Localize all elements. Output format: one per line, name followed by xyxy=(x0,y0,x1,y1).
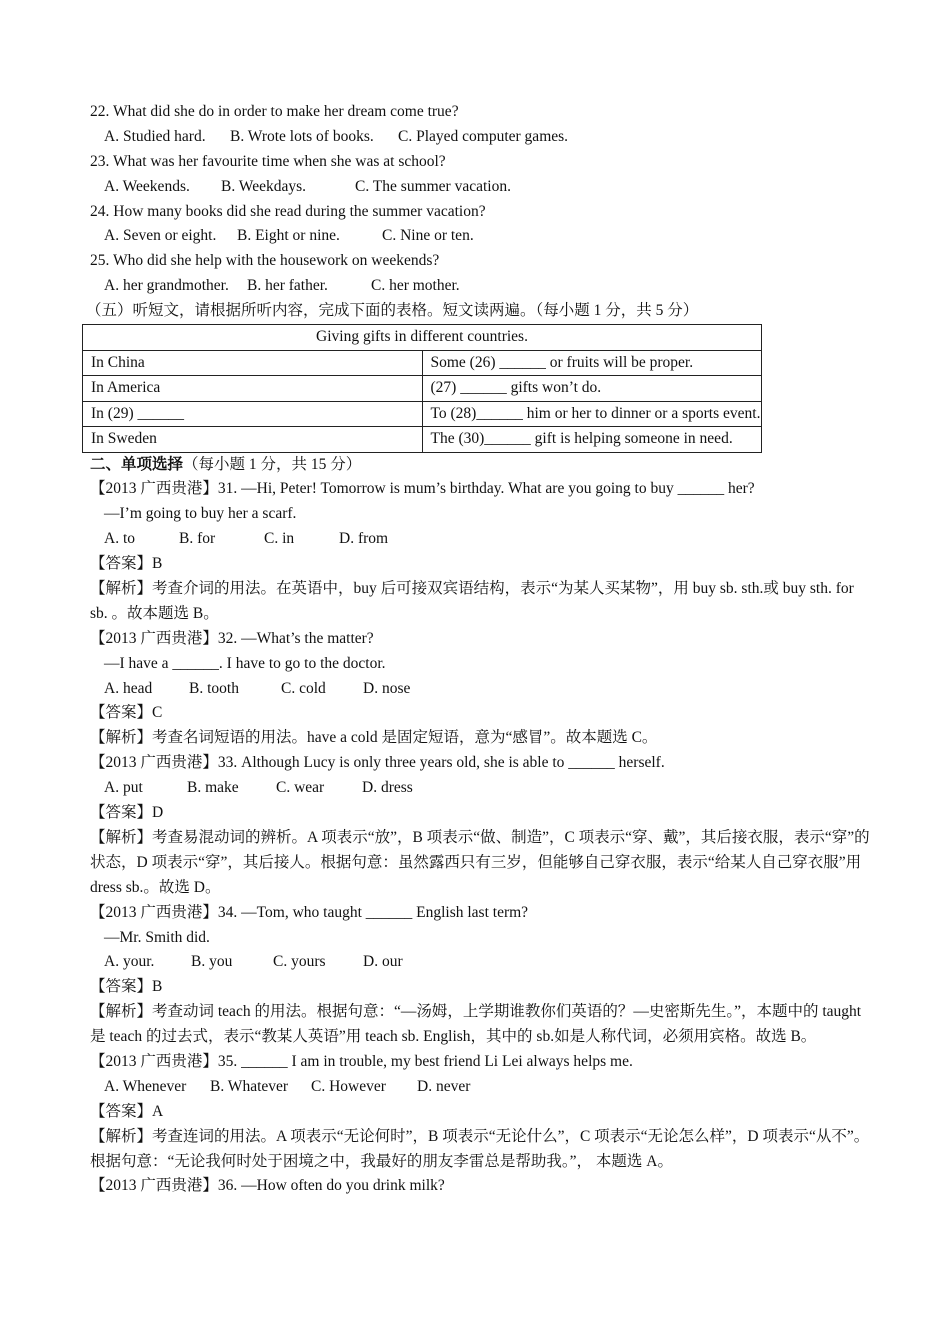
document-content xyxy=(86,100,870,1199)
table-cell: (27) ______ gifts won’t do. xyxy=(422,376,762,402)
option: D. from xyxy=(339,530,389,548)
option: D. dress xyxy=(362,779,413,797)
option: C. her mother. xyxy=(371,277,460,295)
option: B. Wrote lots of books. xyxy=(230,127,374,145)
options-row xyxy=(90,776,870,801)
analysis: 【解析】考查名词短语的用法。have a cold 是固定短语，意为“感冒”。故本题选 C。 xyxy=(90,729,658,747)
answer: 【答案】D xyxy=(90,804,164,822)
part-heading-title: 二、单项选择 xyxy=(90,455,184,473)
analysis: 【解析】考查连词的用法。A 项表示“无论何时”，B 项表示“无论什么”，C 项表示“无论怎么样”，D 项表示“从不”。根据句意：“无论我何时处于困境之中，我最好的朋友李雷总是帮助我。”， 本题选 A。 xyxy=(90,1127,870,1170)
table-cell: The (30)______ gift is helping someone in need. xyxy=(422,427,762,453)
option: B. her father. xyxy=(247,277,328,295)
question-stem: 【2013 广西贵港】36. —How often do you drink milk? xyxy=(90,1177,445,1195)
question-line: —Mr. Smith did. xyxy=(104,928,210,946)
table-row xyxy=(83,325,762,351)
option: A. put xyxy=(104,779,143,797)
option: A. her grandmother. xyxy=(104,277,229,295)
section-heading: （五）听短文，请根据所听内容，完成下面的表格。短文读两遍。（每小题 1 分，共 5 分） xyxy=(86,302,699,320)
option: A. Seven or eight. xyxy=(104,227,217,245)
table-cell: Some (26) ______ or fruits will be proper. xyxy=(422,350,762,376)
table-row xyxy=(83,427,762,453)
options-row xyxy=(90,224,870,249)
gifts-table xyxy=(82,324,762,453)
table-cell: In America xyxy=(83,376,423,402)
answer: 【答案】C xyxy=(90,704,163,722)
option: A. Whenever xyxy=(104,1077,187,1095)
part-heading xyxy=(90,453,870,478)
option: B. you xyxy=(191,953,233,971)
analysis: 【解析】考查易混动词的辨析。A 项表示“放”，B 项表示“做、制造”，C 项表示“穿、戴”，其后接衣服，表示“穿”的状态，D 项表示“穿”，其后接人。根据句意：虽然露西只有三岁，但能够自己穿衣服，表示“给某人自己穿衣服”用 dress sb.。故选 D。 xyxy=(90,828,870,896)
table-row xyxy=(83,401,762,427)
table-cell: In (29) ______ xyxy=(83,401,423,427)
option: C. wear xyxy=(276,779,325,797)
option: C. Nine or ten. xyxy=(382,227,474,245)
question-stem: 22. What did she do in order to make her dream come true? xyxy=(90,103,459,120)
part-heading-note: （每小题 1 分，共 15 分） xyxy=(183,455,362,473)
table-cell: To (28)______ him or her to dinner or a sports event. xyxy=(422,401,762,427)
option: D. our xyxy=(363,953,403,971)
table-row xyxy=(83,350,762,376)
answer: 【答案】B xyxy=(90,978,163,996)
options-row xyxy=(90,1075,870,1100)
table-row xyxy=(83,376,762,402)
table-title: Giving gifts in different countries. xyxy=(83,325,762,351)
analysis: 【解析】考查动词 teach 的用法。根据句意：“—汤姆，上学期谁教你们英语的？—史密斯先生。”，本题中的 taught 是 teach 的过去式，表示“教某人英语”用 teach sb. English，其中的 sb.如是人称代词，必须用宾格。故选 B。 xyxy=(90,1003,862,1046)
option: B. for xyxy=(179,530,216,548)
option: A. your. xyxy=(104,953,155,971)
option: A. Studied hard. xyxy=(104,127,206,145)
option: B. make xyxy=(187,779,239,797)
options-row xyxy=(90,175,870,200)
option: D. nose xyxy=(363,679,411,697)
table-cell: In Sweden xyxy=(83,427,423,453)
option: C. However xyxy=(311,1077,386,1095)
option: C. cold xyxy=(281,679,326,697)
options-row xyxy=(90,274,870,299)
option: C. Played computer games. xyxy=(398,127,569,145)
options-row xyxy=(90,527,870,552)
option: A. to xyxy=(104,530,135,548)
option: B. Eight or nine. xyxy=(237,227,340,245)
option: A. head xyxy=(104,679,153,697)
question-stem: 23. What was her favourite time when she was at school? xyxy=(90,152,446,170)
option: C. in xyxy=(264,530,295,548)
question-stem: 【2013 广西贵港】34. —Tom, who taught ______ English last term? xyxy=(90,903,529,921)
question-stem: 24. How many books did she read during the summer vacation? xyxy=(90,202,486,220)
analysis: 【解析】考查介词的用法。在英语中，buy 后可接双宾语结构，表示“为某人买某物”，用 buy sb. sth.或 buy sth. for sb. 。故本题选 B。 xyxy=(90,579,854,622)
option: B. Weekdays. xyxy=(221,177,306,195)
question-stem: 【2013 广西贵港】35. ______ I am in trouble, my best friend Li Lei always helps me. xyxy=(90,1053,633,1070)
answer: 【答案】A xyxy=(90,1102,164,1120)
question-stem: 【2013 广西贵港】32. —What’s the matter? xyxy=(90,629,374,647)
options-row xyxy=(90,950,870,975)
option: A. Weekends. xyxy=(104,177,190,195)
question-stem: 【2013 广西贵港】31. —Hi, Peter! Tomorrow is mum’s birthday. What are you going to buy ______ her? xyxy=(90,480,755,498)
option: D. never xyxy=(417,1077,471,1095)
option: C. yours xyxy=(273,953,326,971)
question-line: —I’m going to buy her a scarf. xyxy=(104,505,297,523)
option: B. tooth xyxy=(189,679,239,697)
question-stem: 25. Who did she help with the housework on weekends? xyxy=(90,252,440,270)
options-row xyxy=(90,677,870,702)
answer: 【答案】B xyxy=(90,555,163,573)
options-row xyxy=(90,125,870,150)
option: C. The summer vacation. xyxy=(355,177,511,195)
question-line: —I have a ______. I have to go to the doctor. xyxy=(104,654,386,672)
option: B. Whatever xyxy=(210,1077,289,1095)
table-cell: In China xyxy=(83,350,423,376)
question-stem: 【2013 广西贵港】33. Although Lucy is only three years old, she is able to ______ herself. xyxy=(90,754,665,772)
